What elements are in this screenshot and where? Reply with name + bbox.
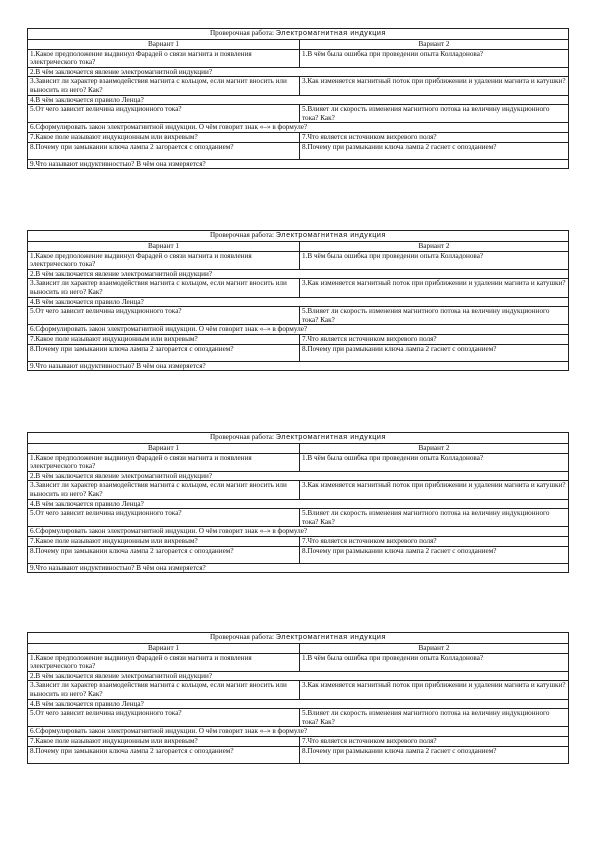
question-v2-5: 5.Влияет ли скорость изменения магнитного потока на величину индукционного тока? Как? xyxy=(300,307,569,325)
quiz-card-1 xyxy=(27,28,569,169)
question-row-8 xyxy=(28,746,569,763)
question-v1-7: 7.Какое поле называют индукционным или вихревым? xyxy=(28,334,300,344)
question-row-3 xyxy=(28,279,569,297)
question-v1-1: 1.Какое предположение выдвинул Фарадей о связи магнита и появления электрического тока? xyxy=(28,453,300,471)
question-v1-3: 3.Зависит ли характер взаимодействия магнита с кольцом, если магнит вносить или выносить из него? Как? xyxy=(28,279,300,297)
question-row-8 xyxy=(28,142,569,159)
title-row xyxy=(28,633,569,644)
question-v2-1: 1.В чём была ошибка при проведении опыта Колладонова? xyxy=(300,49,569,67)
question-v2-8: 8.Почему при размыкании ключа лампа 2 гаснет с опозданием? xyxy=(300,344,569,361)
question-row-5 xyxy=(28,307,569,325)
question-row-8 xyxy=(28,344,569,361)
title-row xyxy=(28,433,569,444)
question-row-7 xyxy=(28,132,569,142)
question-v2-7: 7.Что является источником вихревого поля? xyxy=(300,536,569,546)
question-v2-5: 5.Влияет ли скорость изменения магнитного потока на величину индукционного тока? Как? xyxy=(300,105,569,123)
question-v1-1: 1.Какое предположение выдвинул Фарадей о связи магнита и появления электрического тока? xyxy=(28,251,300,269)
quiz-card-2 xyxy=(27,230,569,371)
question-row-1 xyxy=(28,49,569,67)
question-v1-8: 8.Почему при замыкании ключа лампа 2 загорается с опозданием? xyxy=(28,344,300,361)
question-row-1 xyxy=(28,251,569,269)
variant-header-row xyxy=(28,40,569,50)
question-row-3 xyxy=(28,77,569,95)
question-row-2 xyxy=(28,67,569,77)
question-6: 6.Сформулировать закон электромагнитной индукции. О чём говорит знак «–» в формуле? xyxy=(28,325,569,335)
question-9: 9.Что называют индуктивностью? В чём она измеряется? xyxy=(28,159,569,169)
question-v2-5: 5.Влияет ли скорость изменения магнитного потока на величину индукционного тока? Как? xyxy=(300,509,569,527)
question-row-1 xyxy=(28,453,569,471)
question-row-6 xyxy=(28,527,569,537)
question-v1-2: 2.В чём заключается явление электромагнитной индукции? xyxy=(28,471,569,481)
question-row-3 xyxy=(28,481,569,499)
question-row-2 xyxy=(28,269,569,279)
quiz-title-prefix: Проверочная работа: xyxy=(209,433,274,441)
question-v1-5: 5.От чего зависит величина индукционного тока? xyxy=(28,105,300,123)
question-v1-7: 7.Какое поле называют индукционным или вихревым? xyxy=(28,536,300,546)
question-v2-7: 7.Что является источником вихревого поля? xyxy=(300,132,569,142)
question-v1-3: 3.Зависит ли характер взаимодействия магнита с кольцом, если магнит вносить или выносить из него? Как? xyxy=(28,77,300,95)
title-row xyxy=(28,29,569,40)
question-v1-5: 5.От чего зависит величина индукционного тока? xyxy=(28,307,300,325)
variant-1-header: Вариант 1 xyxy=(28,444,300,454)
question-v1-8: 8.Почему при замыкании ключа лампа 2 загорается с опозданием? xyxy=(28,142,300,159)
quiz-card-3 xyxy=(27,432,569,573)
question-v1-2: 2.В чём заключается явление электромагнитной индукции? xyxy=(28,269,569,279)
question-row-5 xyxy=(28,509,569,527)
question-row-2 xyxy=(28,671,569,681)
quiz-title-prefix: Проверочная работа: xyxy=(209,231,274,239)
question-v1-8: 8.Почему при замыкании ключа лампа 2 загорается с опозданием? xyxy=(28,546,300,563)
question-v1-4: 4.В чём заключается правило Ленца? xyxy=(28,499,569,509)
quiz-title-topic: Электромагнитная индукция xyxy=(275,432,387,441)
title-row xyxy=(28,231,569,242)
question-v1-3: 3.Зависит ли характер взаимодействия магнита с кольцом, если магнит вносить или выносить из него? Как? xyxy=(28,681,300,699)
question-v2-3: 3.Как изменяется магнитный поток при приближении и удалении магнита и катушки? xyxy=(300,279,569,297)
question-v1-8: 8.Почему при замыкании ключа лампа 2 загорается с опозданием? xyxy=(28,746,300,763)
question-v1-5: 5.От чего зависит величина индукционного тока? xyxy=(28,709,300,727)
quiz-title xyxy=(28,29,569,40)
question-v2-3: 3.Как изменяется магнитный поток при приближении и удалении магнита и катушки? xyxy=(300,77,569,95)
question-v2-5: 5.Влияет ли скорость изменения магнитного потока на величину индукционного тока? Как? xyxy=(300,709,569,727)
quiz-card-4 xyxy=(27,632,569,764)
question-v2-1: 1.В чём была ошибка при проведении опыта Колладонова? xyxy=(300,251,569,269)
question-row-5 xyxy=(28,105,569,123)
variant-header-row xyxy=(28,242,569,252)
question-v1-1: 1.Какое предположение выдвинул Фарадей о связи магнита и появления электрического тока? xyxy=(28,653,300,671)
question-row-3 xyxy=(28,681,569,699)
quiz-title xyxy=(28,633,569,644)
question-9: 9.Что называют индуктивностью? В чём она измеряется? xyxy=(28,361,569,371)
question-v1-4: 4.В чём заключается правило Ленца? xyxy=(28,95,569,105)
quiz-title-prefix: Проверочная работа: xyxy=(209,29,274,37)
question-row-9 xyxy=(28,563,569,573)
question-row-4 xyxy=(28,297,569,307)
variant-1-header: Вариант 1 xyxy=(28,40,300,50)
question-row-6 xyxy=(28,727,569,737)
variant-header-row xyxy=(28,444,569,454)
variant-1-header: Вариант 1 xyxy=(28,644,300,654)
question-row-7 xyxy=(28,334,569,344)
question-v1-2: 2.В чём заключается явление электромагнитной индукции? xyxy=(28,67,569,77)
question-row-2 xyxy=(28,471,569,481)
variant-2-header: Вариант 2 xyxy=(300,242,569,252)
variant-1-header: Вариант 1 xyxy=(28,242,300,252)
question-v2-8: 8.Почему при размыкании ключа лампа 2 гаснет с опозданием? xyxy=(300,142,569,159)
question-row-6 xyxy=(28,325,569,335)
question-v1-4: 4.В чём заключается правило Ленца? xyxy=(28,297,569,307)
question-v2-1: 1.В чём была ошибка при проведении опыта Колладонова? xyxy=(300,653,569,671)
question-v1-4: 4.В чём заключается правило Ленца? xyxy=(28,699,569,709)
quiz-title-topic: Электромагнитная индукция xyxy=(275,230,387,239)
question-row-7 xyxy=(28,536,569,546)
question-v2-3: 3.Как изменяется магнитный поток при приближении и удалении магнита и катушки? xyxy=(300,681,569,699)
question-row-9 xyxy=(28,361,569,371)
variant-header-row xyxy=(28,644,569,654)
quiz-title-topic: Электромагнитная индукция xyxy=(275,28,387,37)
variant-2-header: Вариант 2 xyxy=(300,40,569,50)
question-row-6 xyxy=(28,123,569,133)
question-v1-3: 3.Зависит ли характер взаимодействия магнита с кольцом, если магнит вносить или выносить из него? Как? xyxy=(28,481,300,499)
question-v2-8: 8.Почему при размыкании ключа лампа 2 гаснет с опозданием? xyxy=(300,546,569,563)
question-row-7 xyxy=(28,736,569,746)
quiz-title-topic: Электромагнитная индукция xyxy=(275,632,387,641)
question-6: 6.Сформулировать закон электромагнитной индукции. О чём говорит знак «–» в формуле? xyxy=(28,123,569,133)
question-6: 6.Сформулировать закон электромагнитной индукции. О чём говорит знак «–» в формуле? xyxy=(28,527,569,537)
question-v2-8: 8.Почему при размыкании ключа лампа 2 гаснет с опозданием? xyxy=(300,746,569,763)
question-v2-7: 7.Что является источником вихревого поля? xyxy=(300,334,569,344)
question-v1-2: 2.В чём заключается явление электромагнитной индукции? xyxy=(28,671,569,681)
question-row-4 xyxy=(28,95,569,105)
question-v1-5: 5.От чего зависит величина индукционного тока? xyxy=(28,509,300,527)
question-v1-1: 1.Какое предположение выдвинул Фарадей о связи магнита и появления электрического тока? xyxy=(28,49,300,67)
quiz-title xyxy=(28,433,569,444)
question-row-4 xyxy=(28,499,569,509)
quiz-title xyxy=(28,231,569,242)
question-v1-7: 7.Какое поле называют индукционным или вихревым? xyxy=(28,736,300,746)
question-6: 6.Сформулировать закон электромагнитной индукции. О чём говорит знак «–» в формуле? xyxy=(28,727,569,737)
question-row-5 xyxy=(28,709,569,727)
question-row-8 xyxy=(28,546,569,563)
question-row-1 xyxy=(28,653,569,671)
quiz-title-prefix: Проверочная работа: xyxy=(209,633,274,641)
question-v1-7: 7.Какое поле называют индукционным или вихревым? xyxy=(28,132,300,142)
question-row-4 xyxy=(28,699,569,709)
question-9: 9.Что называют индуктивностью? В чём она измеряется? xyxy=(28,563,569,573)
variant-2-header: Вариант 2 xyxy=(300,444,569,454)
question-v2-3: 3.Как изменяется магнитный поток при приближении и удалении магнита и катушки? xyxy=(300,481,569,499)
variant-2-header: Вариант 2 xyxy=(300,644,569,654)
question-v2-1: 1.В чём была ошибка при проведении опыта Колладонова? xyxy=(300,453,569,471)
question-row-9 xyxy=(28,159,569,169)
question-v2-7: 7.Что является источником вихревого поля? xyxy=(300,736,569,746)
